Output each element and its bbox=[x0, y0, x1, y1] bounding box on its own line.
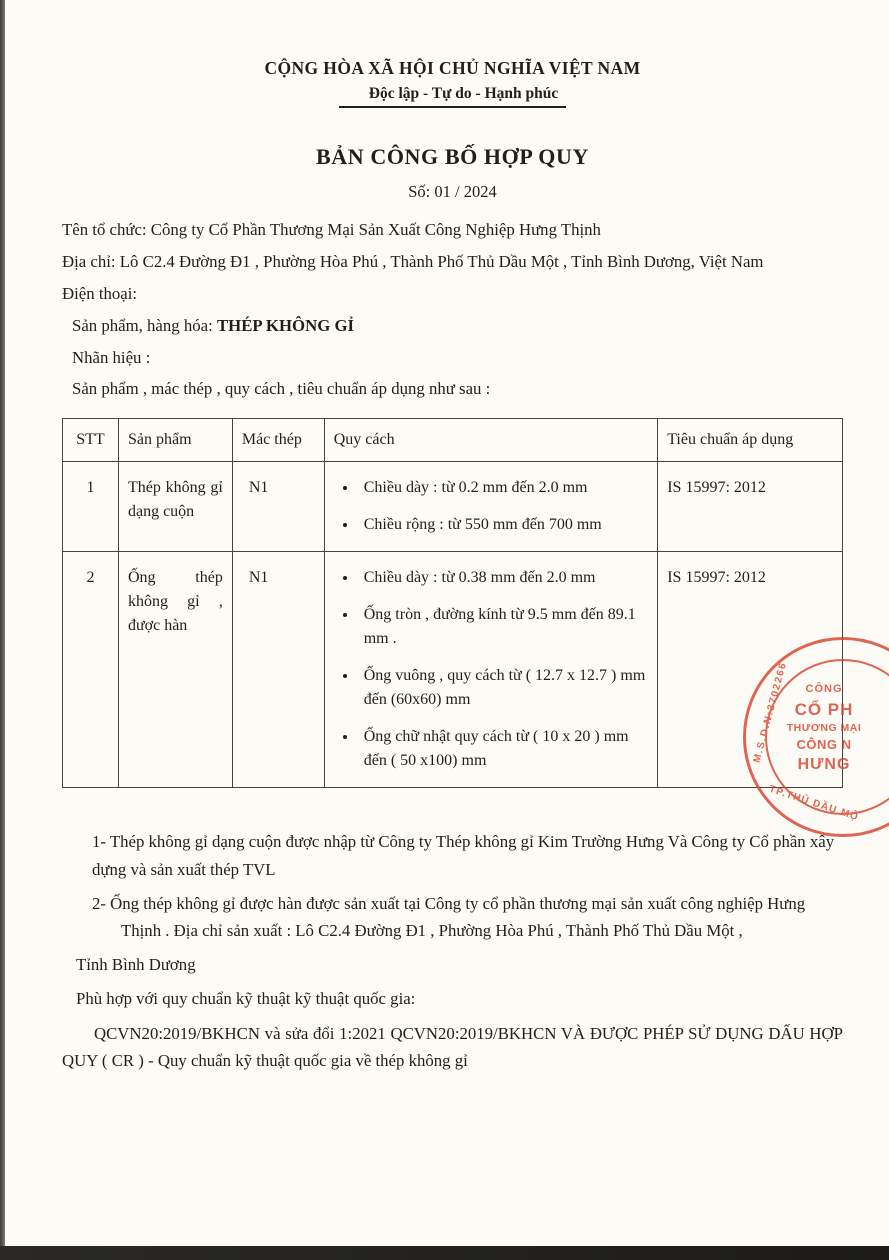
spec-bullet-list bbox=[334, 566, 648, 773]
table-row bbox=[63, 552, 843, 788]
company-stamp bbox=[743, 637, 889, 837]
document-title: BẢN CÔNG BỐ HỢP QUY bbox=[316, 144, 589, 169]
note-standard-line: QCVN20:2019/BKHCN và sửa đổi 1:2021 QCVN20:2019/BKHCN VÀ ĐƯỢC PHÉP SỬ DỤNG DẤU HỢP QUY ( CR ) - Quy chuẩn kỹ thuật quốc gia về thép không gỉ bbox=[62, 1023, 843, 1070]
stamp-line: CÔNG N bbox=[796, 737, 852, 753]
note-2: 2- Ống thép không gỉ được hàn được sản xuất tại Công ty cổ phần thương mại sản xuất công nghiệp Hưng Thịnh . Địa chỉ sản xuất : Lô C2.4 Đường Đ1 , Phường Hòa Phú , Thành Phố Thủ Dầu Một , bbox=[92, 893, 806, 940]
cell-tieu-chuan: IS 15997: 2012 bbox=[658, 462, 843, 552]
stamp-line: HƯNG bbox=[797, 756, 851, 774]
organization-line: Tên tổ chức: Công ty Cổ Phần Thương Mại Sản Xuất Công Nghiệp Hưng Thịnh bbox=[62, 220, 601, 239]
national-motto-line2-wrap bbox=[62, 85, 843, 108]
cell-stt: 2 bbox=[63, 552, 119, 788]
spec-bullet: • Ống tròn , đường kính từ 9.5 mm đến 89.1 mm . bbox=[358, 603, 648, 651]
product-label: Sản phẩm, hàng hóa: bbox=[72, 315, 217, 335]
national-motto-line2: Độc lập - Tự do - Hạnh phúc bbox=[339, 85, 566, 108]
cell-stt: 1 bbox=[63, 462, 119, 552]
address-line: Địa chỉ: Lô C2.4 Đường Đ1 , Phường Hòa Phú , Thành Phố Thủ Dầu Một , Tỉnh Bình Dương, Việt Nam bbox=[62, 251, 764, 271]
cell-tieu-chuan: IS 15997: 2012 bbox=[658, 552, 843, 788]
spec-bullet: • Chiều rộng : từ 550 mm đến 700 mm bbox=[358, 513, 648, 537]
table-intro-line: Sản phẩm , mác thép , quy cách , tiêu chuẩn áp dụng như sau : bbox=[72, 379, 491, 399]
header-mac-thep: Mác thép bbox=[232, 419, 324, 462]
stamp-line: CÔNG bbox=[805, 683, 843, 695]
scan-edge-left bbox=[0, 0, 5, 1260]
cell-mac-thep: N1 bbox=[232, 552, 324, 788]
header-tieu-chuan: Tiêu chuẩn áp dụng bbox=[658, 419, 843, 462]
cell-quy-cach bbox=[324, 462, 657, 552]
spec-bullet-list bbox=[334, 476, 648, 537]
note-conformity-line: Phù hợp với quy chuẩn kỹ thuật kỹ thuật quốc gia: bbox=[76, 989, 416, 1009]
header-san-pham: Sản phẩm bbox=[118, 419, 232, 462]
note-1: 1- Thép không gỉ dạng cuộn được nhập từ Công ty Thép không gỉ Kim Trường Hưng Và Công ty Cổ phần xây dựng và sản xuất thép TVL bbox=[92, 832, 835, 879]
header-stt: STT bbox=[63, 419, 119, 462]
cell-mac-thep: N1 bbox=[232, 462, 324, 552]
spec-table bbox=[62, 418, 843, 788]
spec-bullet: • Ống chữ nhật quy cách từ ( 10 x 20 ) mm đến ( 50 x100) mm bbox=[358, 725, 648, 773]
table-header-row bbox=[63, 419, 843, 462]
table-row bbox=[63, 462, 843, 552]
document-content bbox=[62, 58, 843, 1081]
stamp-city-text: TP.THỦ DẦU MỘ bbox=[767, 783, 861, 824]
phone-line: Điện thoại: bbox=[62, 283, 138, 303]
header-quy-cach: Quy cách bbox=[324, 419, 657, 462]
scan-edge-bottom bbox=[0, 1246, 889, 1260]
product-line bbox=[72, 312, 843, 341]
spec-bullet: • Chiều dày : từ 0.2 mm đến 2.0 mm bbox=[358, 476, 648, 500]
note-province-line: Tỉnh Bình Dương bbox=[76, 955, 196, 975]
product-value: THÉP KHÔNG GỈ bbox=[216, 315, 355, 335]
stamp-line: CỔ PH bbox=[794, 699, 854, 719]
spec-bullet: • Ống vuông , quy cách từ ( 12.7 x 12.7 ) mm đến (60x60) mm bbox=[358, 664, 648, 712]
stamp-line: THƯƠNG MẠI bbox=[786, 722, 862, 734]
cell-san-pham: Thép không gỉ dạng cuộn bbox=[118, 462, 232, 552]
stamp-msdn-text: M.S.D.N:3702266 bbox=[751, 660, 790, 764]
national-header bbox=[62, 58, 843, 108]
spec-bullet: • Chiều dày : từ 0.38 mm đến 2.0 mm bbox=[358, 566, 648, 590]
cell-san-pham: Ống thép không gỉ , được hàn bbox=[118, 552, 232, 788]
notes-section bbox=[62, 828, 843, 1074]
cell-quy-cach bbox=[324, 552, 657, 788]
document-number: Số: 01 / 2024 bbox=[408, 182, 497, 201]
brand-line: Nhãn hiệu : bbox=[72, 347, 151, 367]
national-motto-line1: CỘNG HÒA XÃ HỘI CHỦ NGHĨA VIỆT NAM bbox=[264, 58, 641, 78]
